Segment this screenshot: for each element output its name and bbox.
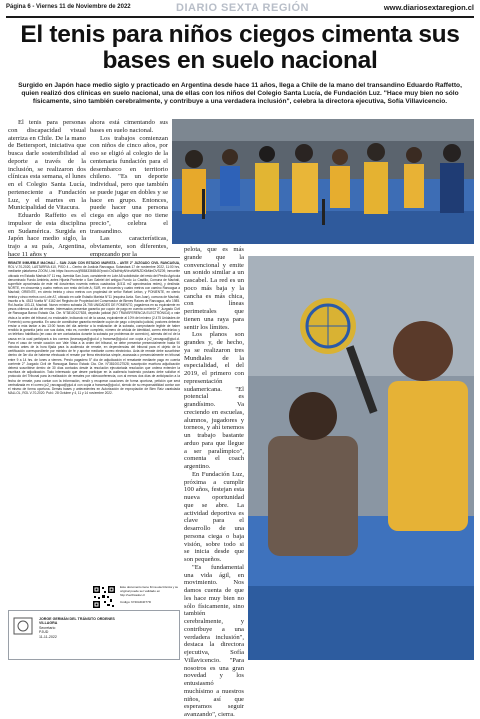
article-column-1 bbox=[8, 119, 86, 257]
page-header bbox=[6, 2, 474, 16]
legal-notice bbox=[8, 257, 180, 585]
article-deck: Surgido en Japón hace medio siglo y practicado en Argentina desde hace 11 años, llega a Chile de la mano del transandino Eduardo Raffetto, quien realizó dos clínicas en suelo nacional, una de ellas con los niños del Colegio Santa Lucía, de Fundación Luz. "Hace muy bien no sólo físicamente, sino también cerebralmente, y contribuye a una verdadera inclusión", celebra la directora ejecutiva, Sofía Villavicencio. bbox=[18, 82, 462, 106]
legal-notice-title: REMATE INMUEBLE MACHALÍ – SAN JUAN CON ESTADIO MARISTA – ANTE 2° JUZGADO CIVIL RANCAGUA, bbox=[8, 261, 180, 265]
qr-verification-code: Código: 6740AD4F77D bbox=[120, 600, 152, 604]
paragraph: "Es fundamental una vida ágil, en movimiento. Nos damos cuenta de que les hace muy bien no sólo físicamente, sino también cerebralmente, y contribuye a una verdadera inclusión", destaca la directora ejecutiva, Sofía Villavicencio. "Para nosotros es una gran novedad y los entusiasmó muchísimo a nuestros niños, así que esperamos seguir avanzando", cierra. bbox=[184, 563, 244, 718]
article-column-2 bbox=[90, 119, 168, 257]
paragraph: ahora está cimentando sus bases en suelo nacional. bbox=[90, 119, 168, 134]
main-photo-children-tennis bbox=[172, 119, 474, 244]
signer-name: JORGE GERMÁN DEL TRÁNSITO ORDENES VILLAGRA bbox=[39, 617, 115, 626]
website-link[interactable]: www.diariosextaregion.cl bbox=[383, 3, 474, 12]
paragraph: El tenis para personas con discapacidad visual aterriza en Chile. De la mano de Bettersport, iniciativa que busca darle sostenibilidad al deporte a través de la inclusión, se realizaron dos clínicas esta semana, el lunes en el Colegio Santa Lucía, perteneciente a Fundación Luz, y el martes en la Municipalidad de Vitacura. bbox=[8, 119, 86, 212]
signer-title: Secretario bbox=[39, 625, 56, 630]
signature-date: 11-11-2022 bbox=[39, 634, 57, 639]
paragraph: Las características, obviamente, son diferentes, empezando por la bbox=[90, 235, 168, 258]
legal-notice-body: ROL V-70-2020, LASTARRIA 410, PISO 4 – Centro de Justicia Rancagua. Subastará 17 de noviembre 2022, 11:00 hrs, mediante plataforma ZOOM, Link https://zoom.us/j/98843366546?pwd=OrZkdHdyNVeuNWNZDXlkMmDVSZ09, inmueble ubicado en Estadio Marista N° 11 esq. Avenida San Juan, consistente en Lote A8 subdivisión del resto del Predio Agrícola denominado Fundo Ambieta, antes Hijuela Poniente o San Gabriel del antiguo Fundo Lo Castillo, Comuna de Machalí, superficie aproximada de este mil doscientos noventa metros cuadrados (6.511 m2 aproximados redes), y deslinda: NORTE, en cincuenta y cuatro metros con resto del lote A; SUR, en cincuenta y cuatro metros con camino Rancagua a Machalí; ORIENTE, en ciento treinta y cinco metros con propiedad de señor Rafael Leiton, y PONIENTE, en ciento treinta y cinco metros con Lote A7, ubicado en calle Estadio Marista N°11 (esquina Avda. San Juan), comuna de Machalí, inscrito a fs. 4513 Vuelta N° 4162 del Registro de Propiedad del Conservador de Bienes Raíces de Rancagua, año 1985. Rol Avalúo 103-13, Machalí. Nuevo mínimo subasta 24.755 UNIDADES DE FOMENTO, pagaderos en su equivalente en pesos chilenos al día del remate. Interesados presentar garantía por cupón de pago en cuenta corriente 2° Juzgado Civil de Rancagua Banco Estado Cta. Cte. N°38100127528, depósito judicial (NO TRANSFERENCIA ELECTRÓNICA) o vale vista a la orden del tribunal, no endosable, indicando rol de la causa, equivalente al 10% del mínimo (2.475 Unidades de Fomento) como garantía. En caso de constituirse garantía mediante cupón de pago o depósito judicial, postores deberán enviar a más tardar a las 13:00 horas del día anterior a la realización de la subasta, comprobante legible de haber rendido la garantía junto con sus datos, esto es, nombre completo, número de cédula de identidad, correo electrónico y un teléfono habilitado (en caso de ser contactados durante la subasta por problemas de conexión), además del rol de la causa en la cual participará a los correos jlcrancagua@pjud.cl y francesa@pjud.cl con copia a jc2_rancagua@pjud.cl. Para el caso de vende caución con Vale Vista a la orden del tribunal, se debe presentar presencialmente hasta 90 minutos antes de la hora fijada para la audiencia de remate, en dependencias del tribunal para el objeto de la certificación correspondiente por ministro de fe y aportar mediante correo electrónico. Acta de remate debe suscribirse dentro de 3er día de haberse efectuado el remate por firma electrónica simple, avanzada o presencialmente en tribunal entre 9 a 14 hrs. de lunes a viernes. Precio pagadero 5° día de adjudicación el rematante mediante pago en cuenta corriente 2° Juzgado Civil de Rancagua Banco Estado Cta. Cte. N°38100127528; suscripción escritura adjudicación deberá suscribirse dentro de 30 días contados desde la resolución ejecutoriada resolución que ordena extender la escritura de adjudicación. Todo interesado que desee participar en la audiencia haciendo posturas debe solicitar el protocolo del Tribunal para la realización de remates por videoconferencia, con al menos dos días de anticipación a la fecha de remate, para contar con la información, rendir y recuperar cauciones de forma oportuna, petición que será centralizada en el correo jc2_rancagua@pjud.cl con copia a francesa@pjud.cl, siendo de su responsabilidad contar con el mismo de forma oportuna. Demás bases y antecedentes en Autorización de expropiación de Bien Raíz caratulada MALLOL, ROL V-70-2020. Publ.: 28 Octubre y 4, 11 y 14 noviembre 2022. bbox=[8, 265, 180, 396]
paragraph: En Fundación Luz, próxima a cumplir 100 años, festejan esta nueva oportunidad que se abre. La actividad deportiva es clave para el desarrollo de una persona ciega o baja visión, sobre todo si se inicia desde que son pequeños. bbox=[184, 470, 244, 563]
signature-text bbox=[39, 617, 119, 639]
secondary-photo-child-racket bbox=[248, 256, 474, 660]
qr-verification-note: Este documento tiene firma electrónica y su original puede ser validado en http://verificadoc.cl bbox=[120, 585, 179, 597]
article-column-3 bbox=[184, 246, 244, 718]
qr-code-icon[interactable] bbox=[92, 585, 116, 609]
photo-illustration bbox=[248, 256, 474, 660]
paragraph: Los trabajos comienzan con niños de cinco años, por eso se eligió al colegio de la centenaria fundación para el desembarco en territorio chileno. "Es un deporte individual, pero que también se puede jugar en dobles y se hace en grupo. Entonces, puede hacer una persona ciega en algo que no tiene precio", celebra el transandino. bbox=[90, 134, 168, 235]
masthead: DIARIO SEXTA REGIÓN bbox=[176, 2, 309, 14]
page-number-date: Página 6 - Viernes 11 de Noviembre de 2022 bbox=[6, 4, 131, 10]
header-rule bbox=[6, 16, 474, 18]
paragraph: pelota, que es más grande que la convencional y emite un sonido similar a un cascabel. La red es un poco más baja y la cancha es más chica, con líneas perimetrales que tienen una raya para sentir los límites. bbox=[184, 246, 244, 331]
article-headline: El tenis para niños ciegos cimenta sus bases en suelo nacional bbox=[20, 21, 460, 74]
signature-block bbox=[8, 610, 180, 660]
court-seal-icon bbox=[13, 617, 33, 635]
paragraph: Los planos son grandes y, de hecho, ya se realizaron tres Mundiales de la especialidad, el del 2019, el primero con representación sudamericana. "El potencial es grandísimo. Va creciendo en escuelas, alumnos, jugadores y torneos, y ahí tenemos un trabajo bastante arduo para que llegue a ser paralímpico", comenta el coach argentino. bbox=[184, 331, 244, 470]
signer-court: PJUD bbox=[39, 630, 49, 635]
paragraph: Eduardo Raffetto es el impulsor de esta disciplina en Sudamérica. Surgida en Japón hace medio siglo, la trajo a su país, Argentina, hace 11 años y bbox=[8, 212, 86, 258]
photo-illustration bbox=[172, 119, 474, 244]
